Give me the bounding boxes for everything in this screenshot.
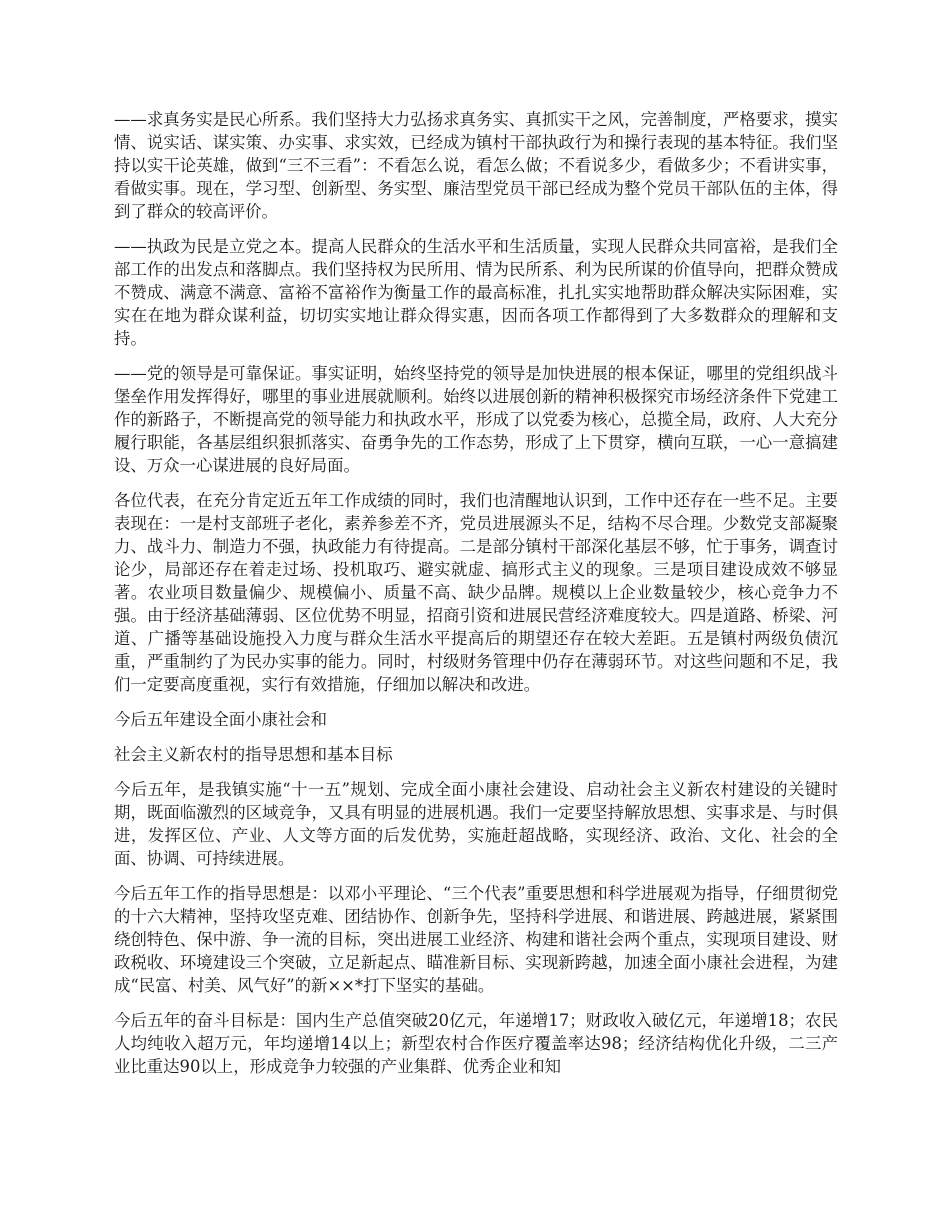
paragraph-shortcomings: 各位代表，在充分肯定近五年工作成绩的同时，我们也清醒地认识到，工作中还存在一些不足。主要表现在：一是村支部班子老化，素养参差不齐，党员进展源头不足，结构不尽合理。少数党支部凝聚力、战斗力、制造力不强，执政能力有待提高。二是部分镇村干部深化基层不够，忙于事务，调查讨论少，局部还存在着走过场、投机取巧、避实就虚、搞形式主义的现象。三是项目建设成效不够显著。农业项目数量偏少、规模偏小、质量不高、缺少品牌。规模以上企业数量较少，核心竞争力不强。由于经济基础薄弱、区位优势不明显，招商引资和进展民营经济难度较大。四是道路、桥梁、河道、广播等基础设施投入力度与群众生活水平提高后的期望还存在较大差距。五是镇村两级负债沉重，严重制约了为民办实事的能力。同时，村级财务管理中仍存在薄弱环节。对这些问题和不足，我们一定要高度重视，实行有效措施，仔细加以解决和改进。 [114, 491, 838, 694]
section-heading-line-2: 社会主义新农村的指导思想和基本目标 [114, 745, 393, 764]
paragraph-next-five-years: 今后五年，是我镇实施“十一五”规划、完成全面小康社会建设、启动社会主义新农村建设的关键时期，既面临激烈的区域竞争，又具有明显的进展机遇。我们一定要坚持解放思想、实事求是、与时俱进，发挥区位、产业、人文等方面的后发优势，实施赶超战略，实现经济、政治、文化、社会的全面、协调、可持续进展。 [114, 780, 838, 868]
paragraph-guiding-ideology: 今后五年工作的指导思想是：以邓小平理论、“三个代表”重要思想和科学进展观为指导，仔细贯彻党的十六大精神，坚持攻坚克难、团结协作、创新争先，坚持科学进展、和谐进展、跨越进展，紧紧围绕创特色、保中游、争一流的目标，突出进展工业经济、构建和谐社会两个重点，实现项目建设、财政税收、环境建设三个突破，立足新起点、瞄准新目标、实现新跨越，加速全面小康社会进程，为建成“民富、村美、风气好”的新××*打下坚实的基础。 [114, 884, 838, 995]
paragraph-party-leadership: ——党的领导是可靠保证。事实证明，始终坚持党的领导是加快进展的根本保证，哪里的党组织战斗堡垒作用发挥得好，哪里的事业进展就顺利。始终以进展创新的精神积极探究市场经济条件下党建工作的新路子，不断提高党的领导能力和执政水平，形成了以党委为核心，总揽全局，政府、人大充分履行职能，各基层组织狠抓落实、奋勇争先的工作态势，形成了上下贯穿，横向互联，一心一意搞建设、万众一心谋进展的良好局面。 [114, 364, 838, 475]
document-page [114, 108, 838, 1090]
paragraph-seek-truth: ——求真务实是民心所系。我们坚持大力弘扬求真务实、真抓实干之风，完善制度，严格要求，摸实情、说实话、谋实策、办实事、求实效，已经成为镇村干部执政行为和操行表现的基本特征。我们坚持以实干论英雄，做到“三不三看”：不看怎么说，看怎么做；不看说多少，看做多少；不看讲实事，看做实事。现在，学习型、创新型、务实型、廉洁型党员干部已经成为整个党员干部队伍的主体，得到了群众的较高评价。 [114, 110, 838, 221]
paragraph-govern-for-people: ——执政为民是立党之本。提高人民群众的生活水平和生活质量，实现人民群众共同富裕，是我们全部工作的出发点和落脚点。我们坚持权为民所用、情为民所系、利为民所谋的价值导向，把群众赞成不赞成、满意不满意、富裕不富裕作为衡量工作的最高标准，扎扎实实地帮助群众解决实际困难，实实在在地为群众谋利益，切切实实地让群众得实惠，因而各项工作都得到了大多数群众的理解和支持。 [114, 237, 838, 348]
section-heading-line-1: 今后五年建设全面小康社会和 [114, 710, 328, 729]
paragraph-goals: 今后五年的奋斗目标是：国内生产总值突破20亿元，年递增17；财政收入破亿元，年递增18；农民人均纯收入超万元，年均递增14以上；新型农村合作医疗覆盖率达98；经济结构优化升级，二三产业比重达90以上，形成竞争力较强的产业集群、优秀企业和知 [114, 1011, 838, 1076]
